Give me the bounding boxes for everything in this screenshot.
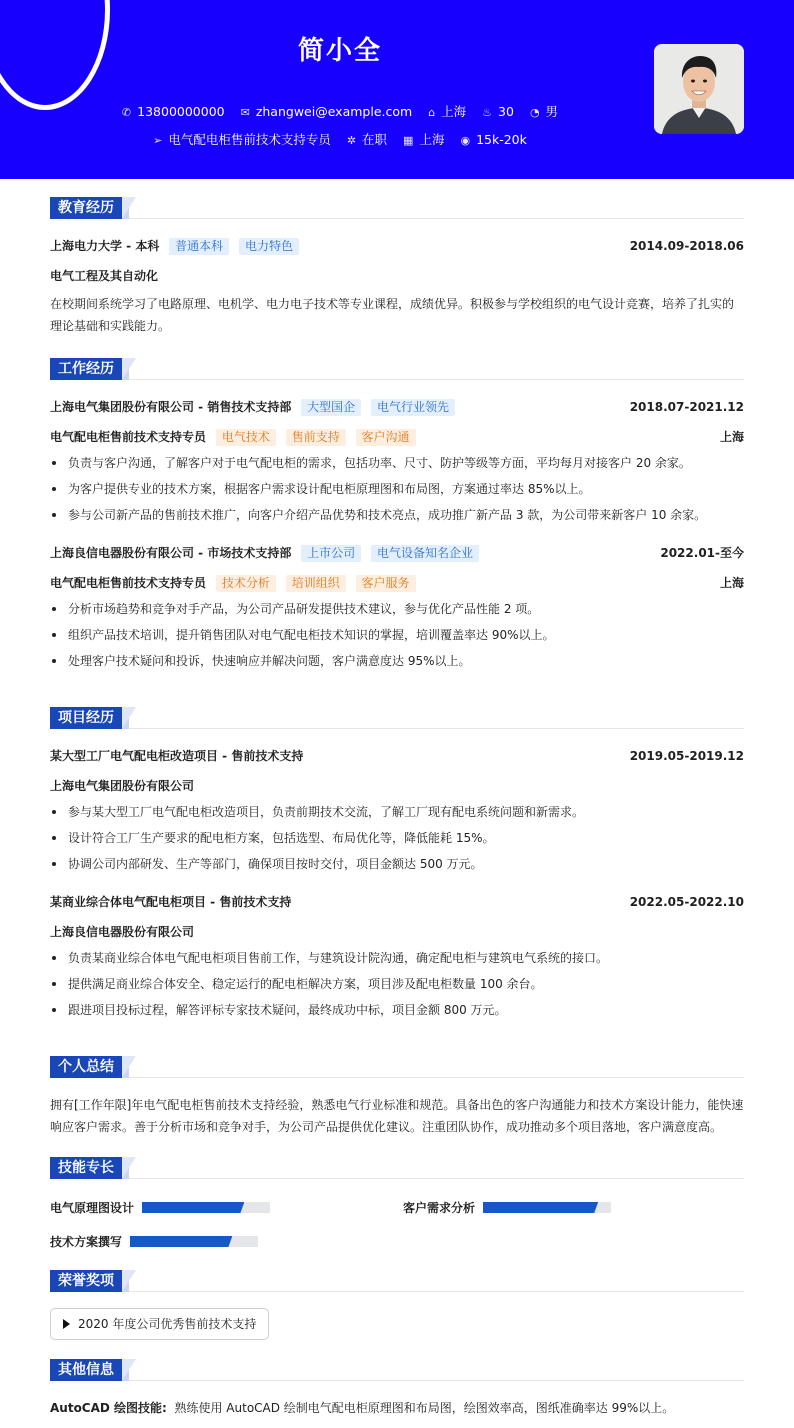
other-info-label: AutoCAD 绘图技能: [50, 1401, 167, 1415]
email-info: ✉ zhangwei@example.com [240, 104, 413, 119]
work-bullets [50, 450, 744, 528]
gender-icon: ◔ [529, 106, 540, 119]
avatar [654, 44, 744, 134]
work-period: 2022.01-至今 [660, 546, 744, 560]
section-title: 项目经历 [50, 707, 122, 729]
work-location: 上海 [719, 430, 744, 444]
list-item: 分析市场趋势和竞争对手产品，为公司产品研发提供技术建议，参与优化产品性能 2 项。 [50, 596, 744, 622]
work-city-info: ▦ 上海 [403, 132, 445, 147]
project-name: 某大型工厂电气配电柜改造项目 - 售前技术支持 [50, 749, 304, 763]
company-name: 上海电气集团股份有限公司 - 销售技术支持部 [50, 400, 292, 414]
job-role: 电气配电柜售前技术支持专员 [50, 430, 207, 444]
education-description: 在校期间系统学习了电路原理、电机学、电力电子技术等专业课程，成绩优异。积极参与学校组织的电气设计竞赛，培养了扎实的理论基础和实践能力。 [50, 297, 735, 333]
work-entry [50, 398, 744, 528]
work-bullets [50, 596, 744, 674]
list-item: 处理客户技术疑问和投诉，快速响应并解决问题，客户满意度达 95%以上。 [50, 648, 744, 674]
list-item: 为客户提供专业的技术方案，根据客户需求设计配电柜原理图和布局图，方案通过率达 85%以上。 [50, 476, 744, 502]
education-header [50, 237, 744, 255]
role-tag: 客户沟通 [356, 429, 416, 446]
other-section [50, 1359, 744, 1419]
education-period: 2014.09-2018.06 [629, 239, 744, 253]
skill-bar-fill [130, 1236, 232, 1247]
section-title: 个人总结 [50, 1056, 122, 1078]
summary-text: 拥有[工作年限]年电气配电柜售前技术支持经验，熟悉电气行业标准和规范。具备出色的客户沟通能力和技术方案设计能力，能快速响应客户需求。善于分析市场和竞争对手，为公司产品提供优化建议。注重团队协作，成功推动多个项目落地，客户满意度高。 [50, 1098, 744, 1134]
role-tag: 电气技术 [216, 429, 276, 446]
skill-item [403, 1199, 703, 1217]
work-section [50, 358, 744, 674]
education-tag: 普通本科 [169, 238, 229, 255]
gear-icon: ✲ [346, 134, 357, 147]
phone-info: ✆ 13800000000 [121, 104, 225, 119]
role-tag: 培训组织 [286, 575, 346, 592]
company-tag: 大型国企 [301, 399, 361, 416]
list-item: 负责与客户沟通，了解客户对于电气配电柜的需求，包括功率、尺寸、防护等级等方面，平均每月对接客户 20 余家。 [50, 450, 744, 476]
project-company: 上海电气集团股份有限公司 [50, 779, 195, 793]
skill-name: 客户需求分析 [403, 1201, 476, 1215]
section-title: 技能专长 [50, 1157, 122, 1179]
skill-bar [142, 1202, 270, 1213]
award-item[interactable] [50, 1308, 269, 1340]
project-bullets [50, 799, 744, 877]
company-tag: 电气设备知名企业 [371, 545, 479, 562]
skills-section [50, 1157, 744, 1257]
avatar-portrait-icon [654, 44, 744, 134]
section-title: 荣誉奖项 [50, 1270, 122, 1292]
phone-icon: ✆ [121, 106, 132, 119]
list-item: 组织产品技术培训，提升销售团队对电气配电柜技术知识的掌握，培训覆盖率达 90%以上。 [50, 622, 744, 648]
home-icon: ⌂ [428, 106, 436, 119]
role-tag: 售前支持 [286, 429, 346, 446]
skill-bar [483, 1202, 611, 1213]
skill-item [50, 1199, 350, 1217]
skill-bar [130, 1236, 258, 1247]
salary-info: ◉ 15k-20k [460, 132, 527, 147]
other-info-text: 熟练使用 AutoCAD 绘制电气配电柜原理图和布局图，绘图效率高，图纸准确率达 99%以上。 [174, 1401, 675, 1415]
company-tag: 电气行业领先 [371, 399, 455, 416]
contact-row [0, 102, 680, 120]
major: 电气工程及其自动化 [50, 269, 159, 283]
mail-icon: ✉ [240, 106, 250, 119]
job-intent-row [0, 130, 680, 148]
education-tag: 电力特色 [239, 238, 299, 255]
skill-name: 电气原理图设计 [50, 1201, 135, 1215]
project-bullets [50, 945, 744, 1023]
school-name: 上海电力大学 - 本科 [50, 239, 160, 253]
list-item: 负责某商业综合体电气配电柜项目售前工作，与建筑设计院沟通，确定配电柜与建筑电气系统的接口。 [50, 945, 744, 971]
caret-right-icon [63, 1319, 70, 1329]
role-tag: 技术分析 [216, 575, 276, 592]
target-position-info: ➢ 电气配电柜售前技术支持专员 [153, 132, 331, 147]
skill-name: 技术方案撰写 [50, 1235, 123, 1249]
project-entry [50, 893, 744, 1023]
project-entry [50, 747, 744, 877]
list-item: 提供满足商业综合体安全、稳定运行的配电柜解决方案，项目涉及配电柜数量 100 余台。 [50, 971, 744, 997]
job-role: 电气配电柜售前技术支持专员 [50, 576, 207, 590]
project-period: 2022.05-2022.10 [629, 895, 744, 909]
list-item: 参与公司新产品的售前技术推广，向客户介绍产品优势和技术亮点，成功推广新产品 3 款，为公司带来新客户 10 余家。 [50, 502, 744, 528]
work-location: 上海 [719, 576, 744, 590]
company-tag: 上市公司 [301, 545, 361, 562]
section-title: 教育经历 [50, 197, 122, 219]
project-period: 2019.05-2019.12 [629, 749, 744, 763]
project-name: 某商业综合体电气配电柜项目 - 售前技术支持 [50, 895, 292, 909]
work-entry [50, 544, 744, 674]
resume-header [0, 0, 794, 179]
coin-icon: ◉ [460, 134, 471, 147]
section-title: 其他信息 [50, 1359, 122, 1381]
work-period: 2018.07-2021.12 [629, 400, 744, 414]
role-tag: 客户服务 [356, 575, 416, 592]
company-name: 上海良信电器股份有限公司 - 市场技术支持部 [50, 546, 292, 560]
awards-section [50, 1270, 744, 1342]
cake-icon: ♨ [482, 106, 493, 119]
projects-section [50, 707, 744, 1023]
status-info: ✲ 在职 [346, 132, 388, 147]
skill-bar-fill [483, 1202, 598, 1213]
gender-info: ◔ 男 [529, 104, 559, 119]
list-item: 参与某大型工厂电气配电柜改造项目，负责前期技术交流，了解工厂现有配电系统问题和新需求。 [50, 799, 744, 825]
award-name: 2020 年度公司优秀售前技术支持 [78, 1317, 257, 1331]
list-item: 跟进项目投标过程，解答评标专家技术疑问，最终成功中标，项目金额 800 万元。 [50, 997, 744, 1023]
skill-bar-fill [142, 1202, 244, 1213]
building-icon: ▦ [403, 134, 414, 147]
list-item: 协调公司内部研发、生产等部门，确保项目按时交付，项目金额达 500 万元。 [50, 851, 744, 877]
send-icon: ➢ [153, 134, 163, 147]
city-info: ⌂ 上海 [428, 104, 467, 119]
list-item: 设计符合工厂生产要求的配电柜方案，包括选型、布局优化等，降低能耗 15%。 [50, 825, 744, 851]
section-title: 工作经历 [50, 358, 122, 380]
age-info: ♨ 30 [482, 104, 514, 119]
project-company: 上海良信电器股份有限公司 [50, 925, 195, 939]
candidate-name: 简小全 [297, 36, 382, 66]
skill-item [50, 1233, 350, 1251]
summary-section [50, 1056, 744, 1138]
other-info [50, 1397, 744, 1419]
education-section [50, 197, 744, 337]
